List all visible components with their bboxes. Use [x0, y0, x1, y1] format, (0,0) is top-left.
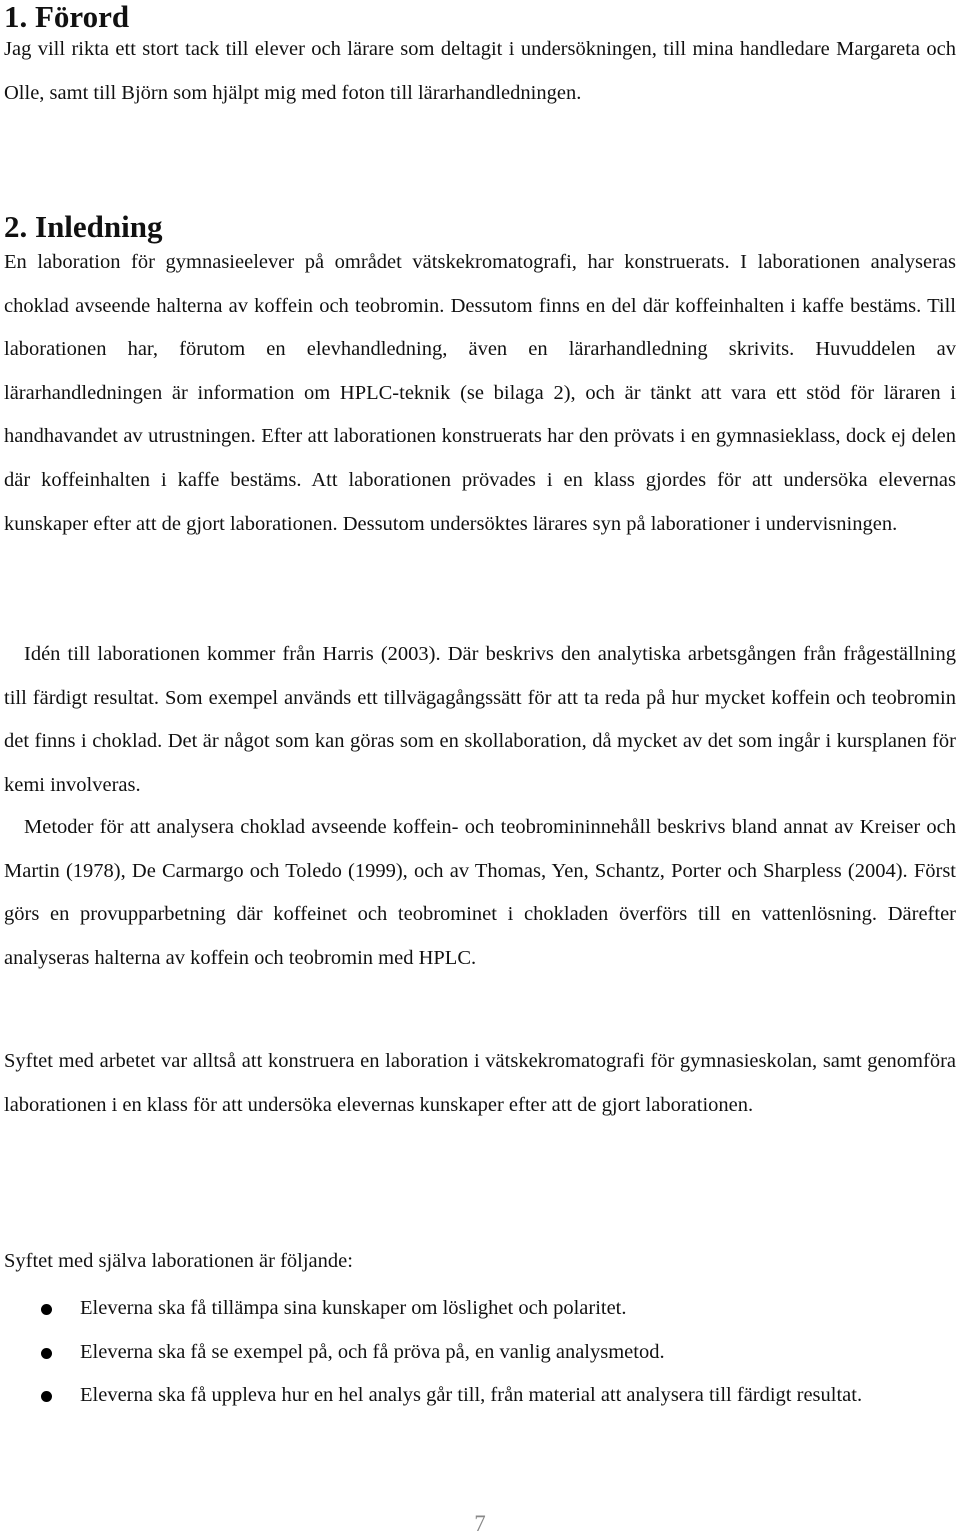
bullet-icon — [41, 1304, 52, 1315]
list-item-text: Eleverna ska få uppleva hur en hel analys går till, från material att analysera till färdigt resultat. — [80, 1384, 863, 1407]
paragraph-inledning-harris: Idén till laborationen kommer från Harris (2003). Där beskrivs den analytiska arbetsgången från frågeställning till färdigt resultat. Som exempel används ett tillvägagångssätt för att ta reda på hur mycket koffein och teobromin det finns i choklad. Det är något som kan göras som en skollaboration, då mycket av det som ingår i kursplanen för kemi involveras. — [4, 643, 956, 796]
section-heading-forord: 1. Förord — [4, 0, 130, 34]
list-item-text: Eleverna ska få se exempel på, och få pröva på, en vanlig analysmetod. — [80, 1340, 665, 1363]
list-item — [0, 1287, 956, 1331]
bullet-icon — [41, 1348, 52, 1359]
list-item-text: Eleverna ska få tillämpa sina kunskaper om löslighet och polaritet. — [80, 1297, 627, 1319]
paragraph-syftet-laborationen: Syftet med själva laborationen är följande: — [4, 1250, 353, 1272]
paragraph-forord: Jag vill rikta ett stort tack till elever och lärare som deltagit i undersökningen, till mina handledare Margareta och Olle, samt till Björn som hjälpt mig med foton till lärarhandledningen. — [4, 38, 956, 104]
list-item — [0, 1374, 956, 1418]
aims-list — [0, 1287, 956, 1418]
paragraph-syftet-arbetet: Syftet med arbetet var alltså att konstruera en laboration i vätskekromatografi för gymnasieskolan, samt genomföra laborationen i en klass för att undersöka elevernas kunskaper efter att de gjort laborationen. — [4, 1050, 956, 1116]
section-heading-inledning: 2. Inledning — [4, 209, 163, 244]
bullet-icon — [41, 1391, 52, 1402]
paragraph-inledning-intro: En laboration för gymnasieelever på området vätskekromatografi, har konstruerats. I laborationen analyseras choklad avseende halterna av koffein och teobromin. Dessutom finns en del där koffeinhalten i kaffe bestäms. Till laborationen har, förutom en elevhandledning, även en lärarhandledning skrivits. Huvuddelen av lärarhandledningen är information om HPLC-teknik (se bilaga 2), och är tänkt att vara ett stöd för läraren i handhavandet av utrustningen. Efter att laborationen konstruerats har den prövats i en gymnasieklass, dock ej delen där koffeinhalten i kaffe bestäms. Att laborationen prövades i en klass gjordes för att undersöka elevernas kunskaper efter att de gjort laborationen. Dessutom undersöktes lärares syn på laborationer i undervisningen. — [4, 251, 956, 535]
list-item — [0, 1331, 956, 1375]
page-number: 7 — [474, 1511, 486, 1536]
paragraph-inledning-metoder: Metoder för att analysera choklad avseende koffein- och teobromininnehåll beskrivs bland annat av Kreiser och Martin (1978), De Carmargo och Toledo (1999), och av Thomas, Yen, Schantz, Porter och Sharpless (2004). Först görs en provupparbetning där koffeinet och teobrominet i chokladen överförs till en vattenlösning. Därefter analyseras halterna av koffein och teobromin med HPLC. — [4, 816, 956, 969]
